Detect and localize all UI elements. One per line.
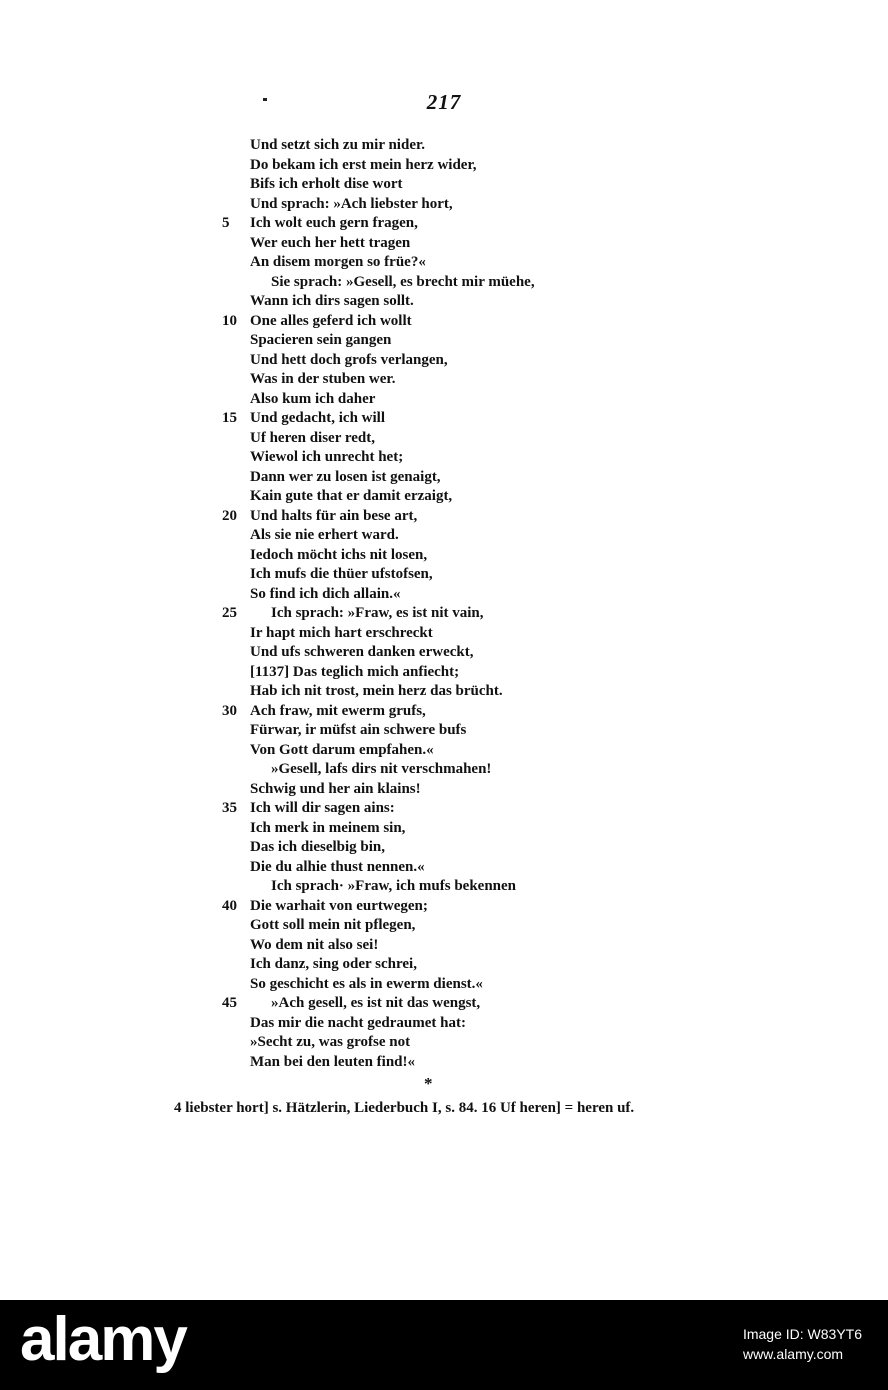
line-text: Schwig und her ain klains! xyxy=(250,780,421,797)
line-text: Kain gute that er damit erzaigt, xyxy=(250,488,453,504)
page-number: 217 xyxy=(426,90,462,114)
line-text: Wer euch her hett tragen xyxy=(250,234,411,251)
line-text: Was in der stuben wer. xyxy=(250,371,396,387)
image-id: Image ID: W83YT6 xyxy=(742,1326,862,1342)
line-text: Spacieren sein gangen xyxy=(250,332,392,348)
line-text: Ich wolt euch gern fragen, xyxy=(250,215,418,231)
line-text: Ich sprach: »Fraw, es ist nit vain, xyxy=(271,605,484,621)
line-text: So find ich dich allain.« xyxy=(250,585,401,602)
line-text: Ich will dir sagen ains: xyxy=(250,800,395,816)
line-number: 5 xyxy=(222,215,230,231)
line-text: One alles geferd ich wollt xyxy=(250,312,412,329)
line-number: 25 xyxy=(222,605,237,621)
line-text: Das mir die nacht gedraumet hat: xyxy=(250,1014,466,1031)
line-text: Hab ich nit trost, mein herz das brücht. xyxy=(250,683,503,699)
line-text: Bifs ich erholt dise wort xyxy=(250,176,403,192)
line-text: Als sie nie erhert ward. xyxy=(250,527,399,543)
line-text: Und ufs schweren danken erweckt, xyxy=(250,644,474,660)
stock-banner xyxy=(0,1300,888,1390)
line-text: Von Gott darum empfahen.« xyxy=(250,741,434,758)
line-text: Und setzt sich zu mir nider. xyxy=(250,137,426,153)
line-text: Man bei den leuten find!« xyxy=(250,1053,416,1070)
line-text: Do bekam ich erst mein herz wider, xyxy=(250,156,477,173)
line-text: Uf heren diser redt, xyxy=(250,429,375,446)
line-text: Die warhait von eurtwegen; xyxy=(250,897,428,914)
line-text: »Secht zu, was grofse not xyxy=(250,1034,411,1050)
alamy-logo: alamy xyxy=(20,1305,186,1374)
line-text: So geschicht es als in ewerm dienst.« xyxy=(250,975,483,992)
line-number: 20 xyxy=(222,507,237,524)
line-text: Ich danz, sing oder schrei, xyxy=(250,956,417,972)
line-text: Gott soll mein nit pflegen, xyxy=(250,917,416,933)
line-text: Iedoch möcht ichs nit losen, xyxy=(250,546,428,563)
line-text: An disem morgen so früe?« xyxy=(250,254,426,270)
line-text: Sie sprach: »Gesell, es brecht mir müehe, xyxy=(271,273,535,290)
line-text: »Ach gesell, es ist nit das wengst, xyxy=(271,995,481,1011)
line-text: Und sprach: »Ach liebster hort, xyxy=(250,195,453,212)
line-text: [1137] Das teglich mich anfiecht; xyxy=(250,663,460,680)
line-text: Ir hapt mich hart erschreckt xyxy=(250,624,433,641)
line-text: Die du alhie thust nennen.« xyxy=(250,858,425,875)
line-number: 45 xyxy=(222,995,237,1011)
line-text: Dann wer zu losen ist genaigt, xyxy=(250,468,441,485)
line-text: Ich sprach· »Fraw, ich mufs bekennen xyxy=(271,878,517,894)
line-text: Wiewol ich unrecht het; xyxy=(250,449,404,465)
line-number: 35 xyxy=(222,800,237,816)
line-number: 10 xyxy=(222,312,237,329)
line-text: Also kum ich daher xyxy=(250,390,376,407)
line-text: Ich mufs die thüer ufstofsen, xyxy=(250,566,433,582)
line-number: 15 xyxy=(222,410,237,426)
footnote: 4 liebster hort] s. Hätzlerin, Liederbuch I, s. 84. 16 Uf heren] = heren uf. xyxy=(174,1100,635,1116)
line-number: 40 xyxy=(222,897,237,914)
line-text: Ich merk in meinem sin, xyxy=(250,819,406,836)
line-text: Fürwar, ir müfst ain schwere bufs xyxy=(250,722,467,738)
line-number: 30 xyxy=(222,702,237,719)
line-text: »Gesell, lafs dirs nit verschmahen! xyxy=(271,761,492,777)
line-text: Wann ich dirs sagen sollt. xyxy=(250,293,414,309)
line-text: Wo dem nit also sei! xyxy=(250,936,379,953)
banner-info xyxy=(743,1324,862,1364)
line-text: Ach fraw, mit ewerm grufs, xyxy=(250,702,426,719)
site-url: www.alamy.com xyxy=(742,1346,844,1362)
line-text: Und hett doch grofs verlangen, xyxy=(250,351,448,368)
line-text: Und gedacht, ich will xyxy=(250,410,386,426)
section-asterisk: * xyxy=(424,1074,433,1093)
line-text: Und halts für ain bese art, xyxy=(250,507,418,524)
line-text: Das ich dieselbig bin, xyxy=(250,839,386,855)
